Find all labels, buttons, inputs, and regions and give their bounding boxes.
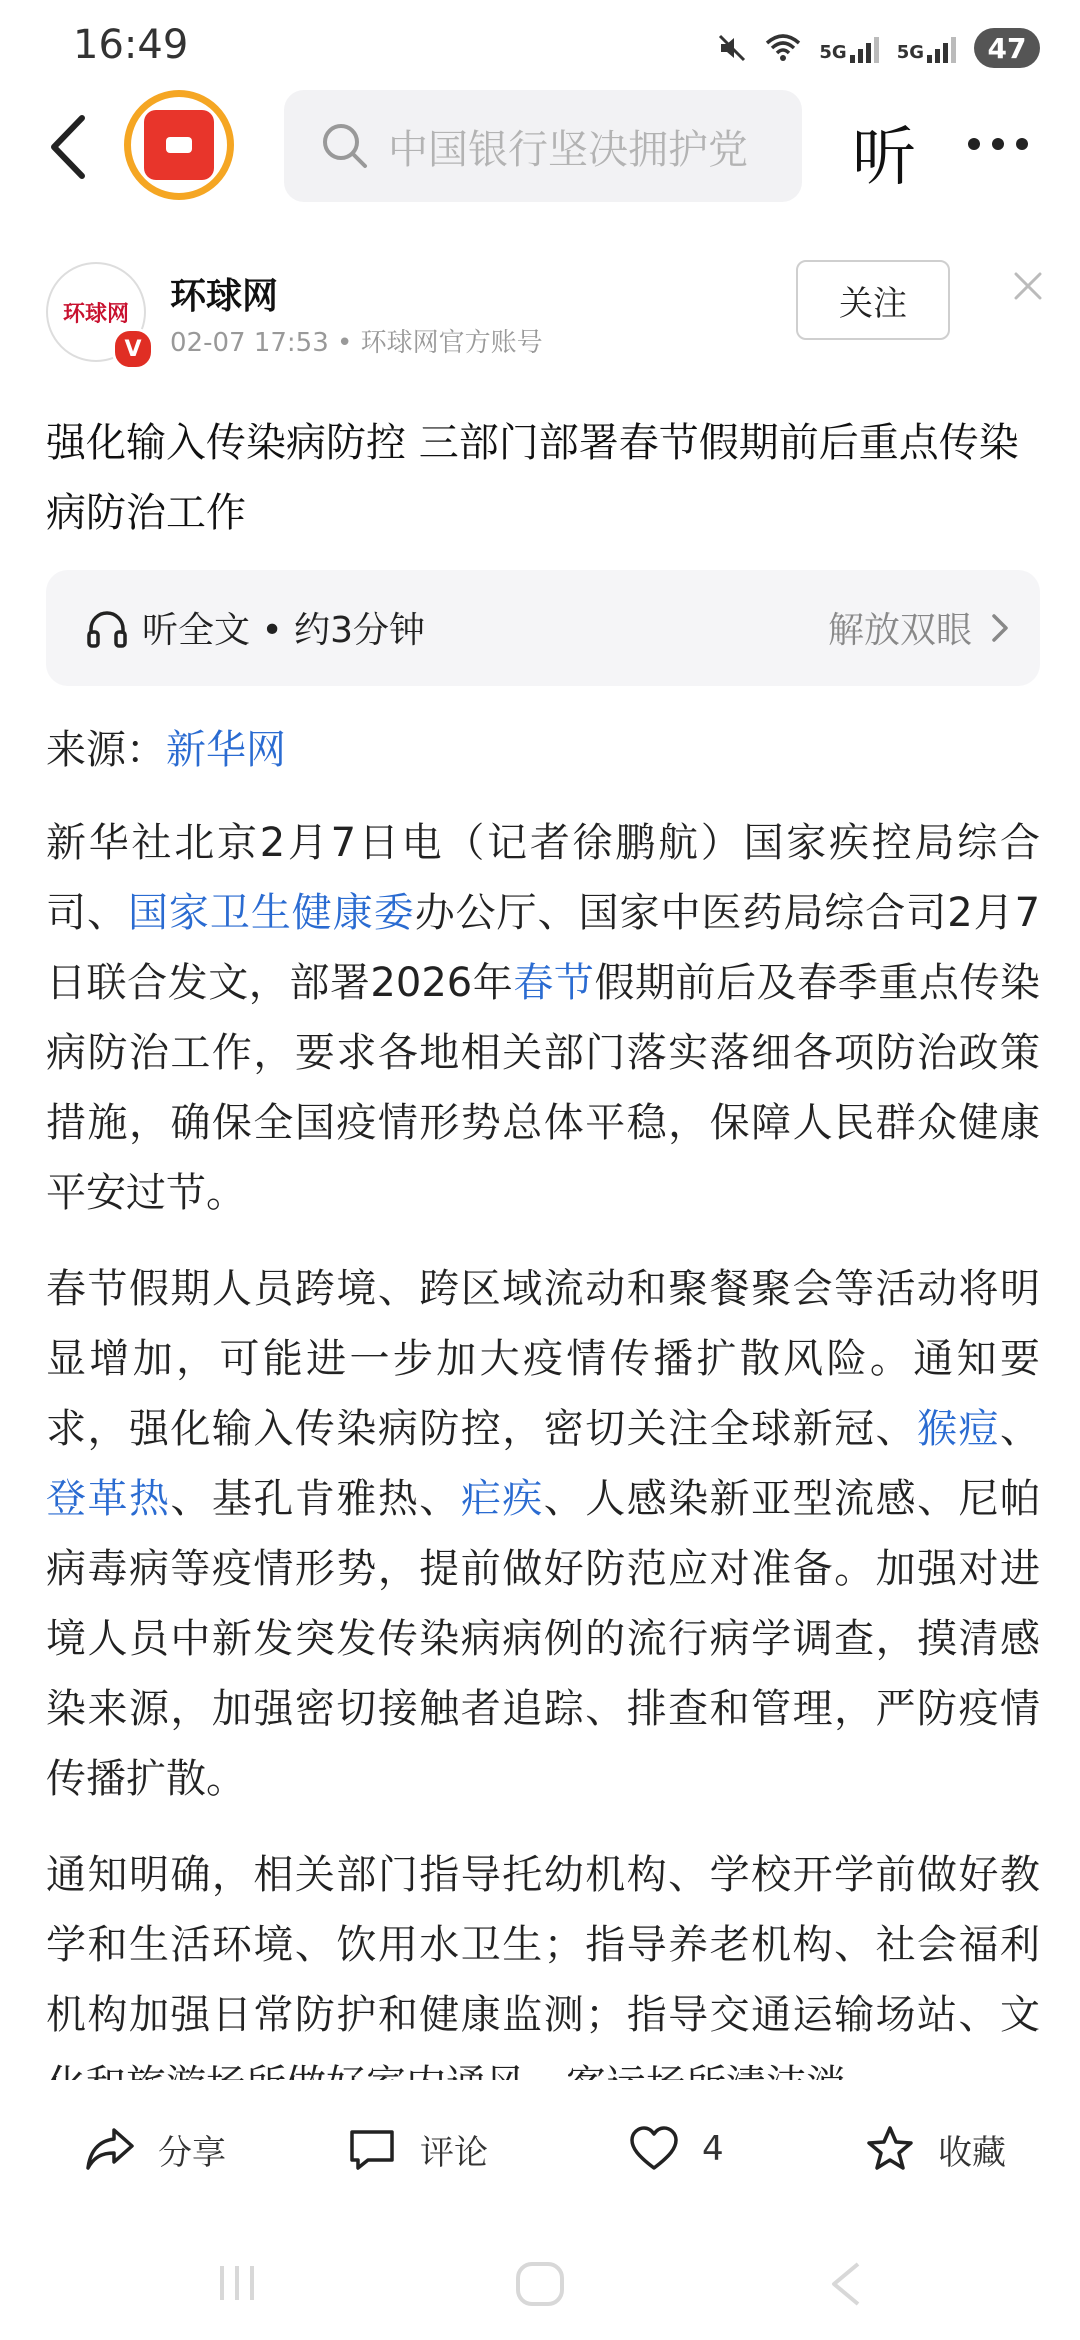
comment-label: 评论 <box>420 2132 488 2173</box>
publisher-logo: 环球网 <box>62 301 129 327</box>
back-nav-icon[interactable] <box>826 2260 866 2308</box>
status-time: 16:49 <box>73 22 189 68</box>
share-icon <box>84 2124 136 2174</box>
favorite-label: 收藏 <box>938 2132 1006 2173</box>
link-mpox[interactable]: 猴痘 <box>917 1406 1001 1452</box>
paragraph-text: 、人感染新亚型流感、尼帕病毒病等疫情形势，提前做好防范应对准备。加强对进境人员中新发突发传染病病例的流行病学调查，摸清感染来源，加强密切接触者追踪、排查和管理，严防疫情传播扩散。 <box>46 1476 1041 1802</box>
network-type-2: 5G <box>896 42 924 63</box>
favorite-button[interactable] <box>864 2124 1006 2174</box>
follow-button[interactable]: 关注 <box>796 260 950 340</box>
paragraph-text: 办公厅、国家中医药局综合司2月7日联合发文，部署2026年 <box>46 890 1041 1006</box>
link-dengue[interactable]: 登革热 <box>46 1476 171 1522</box>
paragraph-text: 假期前后及春季重点传染病防治工作，要求各地相关部门落实落细各项防治政策措施，确保全国疫情形势总体平稳，保障人民群众健康平安过节。 <box>46 960 1040 1216</box>
star-icon <box>864 2124 916 2174</box>
comment-icon <box>346 2124 398 2174</box>
article-title: 强化输入传染病防控 三部门部署春节假期前后重点传染病防治工作 <box>46 420 1019 536</box>
share-label: 分享 <box>158 2132 226 2173</box>
publisher-name[interactable]: 环球网 <box>170 276 279 317</box>
verified-badge: V <box>112 328 154 370</box>
publisher-meta: 02-07 17:53 • 环球网官方账号 <box>170 328 543 358</box>
bottom-action-bar <box>0 2080 1080 2220</box>
article-paragraph-3: 通知明确，相关部门指导托幼机构、学校开学前做好教学和生活环境、饮用水卫生；指导养老机构、社会福利机构加强日常防护和健康监测；指导交通运输场站、文 <box>46 1852 1040 2038</box>
listen-label: 听全文 • 约3分钟 <box>142 610 426 651</box>
source-label: 来源： <box>46 727 166 773</box>
listen-button[interactable]: 听 <box>852 121 916 195</box>
search-input[interactable]: 中国银行坚决拥护党 <box>388 126 748 173</box>
share-button[interactable] <box>84 2124 226 2174</box>
paragraph-text: 、基孔肯雅热、 <box>170 1476 461 1522</box>
chevron-right-icon <box>988 610 1012 646</box>
listen-action-label: 解放双眼 <box>827 610 972 651</box>
recent-apps-icon[interactable] <box>214 2260 260 2306</box>
system-navigation-bar <box>0 2220 1080 2340</box>
comment-button[interactable] <box>346 2124 488 2174</box>
battery-indicator: 47 <box>974 28 1040 68</box>
heart-icon <box>628 2124 680 2174</box>
source-link[interactable]: 新华网 <box>166 727 286 773</box>
paragraph-text: 春节假期人员跨境、跨区域流动和聚餐聚会等活动将明显增加，可能进一步加大疫情传播扩散风险。通知要求，强化输入传染病防控，密切关注全球新冠、 <box>46 1266 1040 1452</box>
source-line <box>46 718 286 775</box>
link-nhc[interactable]: 国家卫生健康委 <box>127 890 415 936</box>
home-icon[interactable] <box>514 2260 566 2308</box>
like-count: 4 <box>702 2129 724 2169</box>
network-type-1: 5G <box>819 42 847 63</box>
paragraph-text: 、 <box>1000 1406 1041 1452</box>
listen-full-text-bar[interactable] <box>46 570 1040 686</box>
paragraph-text: 新华社北京2月7日电（记者徐鹏航）国家疾控局综合司、 <box>46 820 1040 936</box>
link-spring-festival[interactable]: 春节 <box>513 960 595 1006</box>
like-button[interactable] <box>628 2124 724 2174</box>
link-malaria[interactable]: 疟疾 <box>460 1476 544 1522</box>
article-paragraph-1 <box>46 808 1040 1228</box>
headphone-icon <box>86 608 128 650</box>
article-paragraph-2 <box>46 1254 1040 1814</box>
